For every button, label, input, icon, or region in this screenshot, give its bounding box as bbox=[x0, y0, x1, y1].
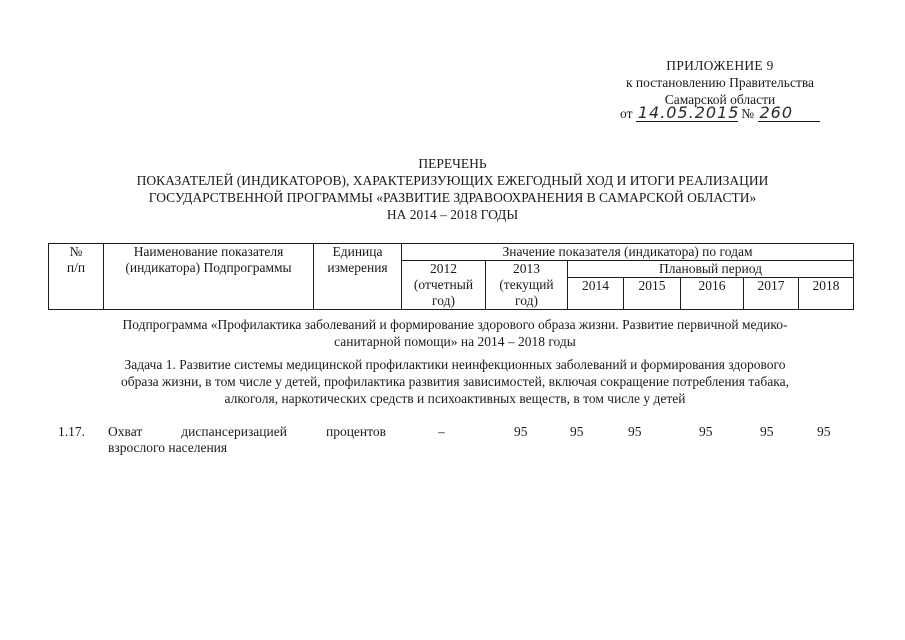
header-unit bbox=[314, 244, 402, 310]
year-2012-note1: (отчетный bbox=[413, 277, 474, 292]
header-unit-line1: Единица bbox=[332, 244, 383, 259]
number-label: № bbox=[741, 106, 755, 121]
row-value-2013: 95 bbox=[514, 424, 528, 439]
row-value-2015: 95 bbox=[628, 424, 642, 439]
date-prefix: от bbox=[620, 106, 633, 121]
handwritten-number: 260 bbox=[758, 105, 820, 122]
header-2012 bbox=[402, 261, 486, 310]
header-name-line1: Наименование показателя bbox=[133, 244, 284, 259]
appendix-title: ПРИЛОЖЕНИЕ 9 bbox=[666, 58, 774, 73]
header-planned-period: Плановый период bbox=[568, 261, 854, 278]
year-2012: 2012 bbox=[430, 261, 457, 276]
handwritten-date: 14.05.2015 bbox=[637, 103, 740, 122]
task-line-3: алкоголя, наркотических средств и психоактивных веществ, в том числе у детей bbox=[224, 391, 686, 406]
appendix-line-1: к постановлению Правительства bbox=[625, 75, 815, 90]
appendix-line-2: Самарской области bbox=[664, 92, 776, 107]
year-2013-note2: год) bbox=[515, 293, 538, 308]
header-values: Значение показателя (индикатора) по годам bbox=[402, 244, 854, 261]
row-name-word-1: Охват bbox=[108, 424, 143, 439]
appendix-header bbox=[580, 58, 860, 109]
subprogram-title bbox=[60, 317, 850, 351]
row-value-2017: 95 bbox=[760, 424, 774, 439]
header-name-line2: (индикатора) Подпрограммы bbox=[125, 260, 292, 275]
title-line-2: ПОКАЗАТЕЛЕЙ (ИНДИКАТОРОВ), ХАРАКТЕРИЗУЮЩИХ ЕЖЕГОДНЫЙ ХОД И ИТОГИ РЕАЛИЗАЦИИ bbox=[136, 173, 769, 188]
row-value-2014: 95 bbox=[570, 424, 584, 439]
header-num bbox=[49, 244, 104, 310]
header-year-2015: 2015 bbox=[624, 278, 681, 310]
row-value-2016: 95 bbox=[699, 424, 713, 439]
header-unit-line2: измерения bbox=[327, 260, 388, 275]
header-name bbox=[104, 244, 314, 310]
task-line-1: Задача 1. Развитие системы медицинской профилактики неинфекционных заболеваний и формирования здорового bbox=[124, 357, 786, 372]
title-line-3: ГОСУДАРСТВЕННОЙ ПРОГРАММЫ «РАЗВИТИЕ ЗДРАВООХРАНЕНИЯ В САМАРСКОЙ ОБЛАСТИ» bbox=[148, 190, 757, 205]
table-row bbox=[0, 424, 905, 464]
row-name-word-2: диспансеризацией bbox=[181, 424, 287, 439]
year-2013: 2013 bbox=[513, 261, 540, 276]
header-2013 bbox=[486, 261, 568, 310]
row-value-2018: 95 bbox=[817, 424, 831, 439]
row-value-2012: – bbox=[438, 424, 445, 439]
year-2013-note1: (текущий bbox=[499, 277, 554, 292]
task-line-2: образа жизни, в том числе у детей, профилактика развития зависимостей, включая сокращение потребления табака, bbox=[120, 374, 790, 389]
row-indicator-name bbox=[108, 424, 386, 456]
row-number: 1.17. bbox=[58, 424, 85, 439]
header-num-line1: № bbox=[69, 244, 83, 259]
header-year-2014: 2014 bbox=[568, 278, 624, 310]
header-num-line2: п/п bbox=[66, 260, 86, 275]
header-year-2018: 2018 bbox=[799, 278, 854, 310]
header-year-2016: 2016 bbox=[681, 278, 744, 310]
header-year-2017: 2017 bbox=[744, 278, 799, 310]
subprogram-line-1: Подпрограмма «Профилактика заболеваний и формирование здорового образа жизни. Развитие первичной медико- bbox=[122, 317, 788, 332]
document-title bbox=[0, 156, 905, 224]
subprogram-line-2: санитарной помощи» на 2014 – 2018 годы bbox=[334, 334, 576, 349]
title-line-4: НА 2014 – 2018 ГОДЫ bbox=[386, 207, 519, 222]
task-title bbox=[55, 357, 855, 408]
row-unit: процентов bbox=[325, 424, 386, 439]
row-name-line-2: взрослого населения bbox=[108, 440, 228, 455]
indicators-table-header bbox=[48, 243, 854, 310]
decree-date-line bbox=[620, 105, 820, 122]
title-line-1: ПЕРЕЧЕНЬ bbox=[418, 156, 487, 171]
year-2012-note2: год) bbox=[432, 293, 455, 308]
